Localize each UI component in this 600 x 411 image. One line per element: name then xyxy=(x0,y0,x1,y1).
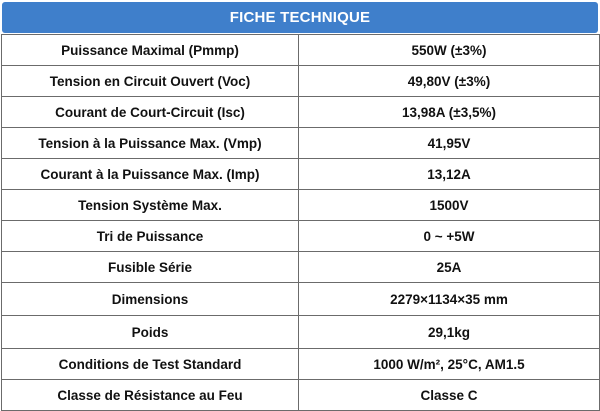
row-label: Puissance Maximal (Pmmp) xyxy=(2,35,299,66)
row-value: 29,1kg xyxy=(299,316,600,349)
row-value: 41,95V xyxy=(299,128,600,159)
row-value: 25A xyxy=(299,252,600,283)
spec-table xyxy=(1,34,600,411)
table-row xyxy=(2,252,600,283)
row-value: Classe C xyxy=(299,380,600,411)
table-row xyxy=(2,97,600,128)
row-label: Tri de Puissance xyxy=(2,221,299,252)
row-label: Poids xyxy=(2,316,299,349)
row-value: 0 ~ +5W xyxy=(299,221,600,252)
table-row xyxy=(2,283,600,316)
row-label: Fusible Série xyxy=(2,252,299,283)
row-value: 1500V xyxy=(299,190,600,221)
table-row xyxy=(2,380,600,411)
row-value: 550W (±3%) xyxy=(299,35,600,66)
row-value: 49,80V (±3%) xyxy=(299,66,600,97)
table-row xyxy=(2,349,600,380)
row-label: Dimensions xyxy=(2,283,299,316)
table-row xyxy=(2,128,600,159)
row-label: Courant de Court-Circuit (Isc) xyxy=(2,97,299,128)
table-row xyxy=(2,316,600,349)
row-label: Tension Système Max. xyxy=(2,190,299,221)
row-label: Classe de Résistance au Feu xyxy=(2,380,299,411)
table-row xyxy=(2,66,600,97)
header-bar xyxy=(2,2,598,33)
row-label: Tension en Circuit Ouvert (Voc) xyxy=(2,66,299,97)
row-value: 1000 W/m², 25°C, AM1.5 xyxy=(299,349,600,380)
row-value: 13,98A (±3,5%) xyxy=(299,97,600,128)
row-label: Conditions de Test Standard xyxy=(2,349,299,380)
row-label: Tension à la Puissance Max. (Vmp) xyxy=(2,128,299,159)
row-value: 2279×1134×35 mm xyxy=(299,283,600,316)
page-title: FICHE TECHNIQUE xyxy=(229,9,371,26)
table-row xyxy=(2,35,600,66)
table-row xyxy=(2,190,600,221)
table-row xyxy=(2,221,600,252)
row-label: Courant à la Puissance Max. (Imp) xyxy=(2,159,299,190)
table-row xyxy=(2,159,600,190)
row-value: 13,12A xyxy=(299,159,600,190)
